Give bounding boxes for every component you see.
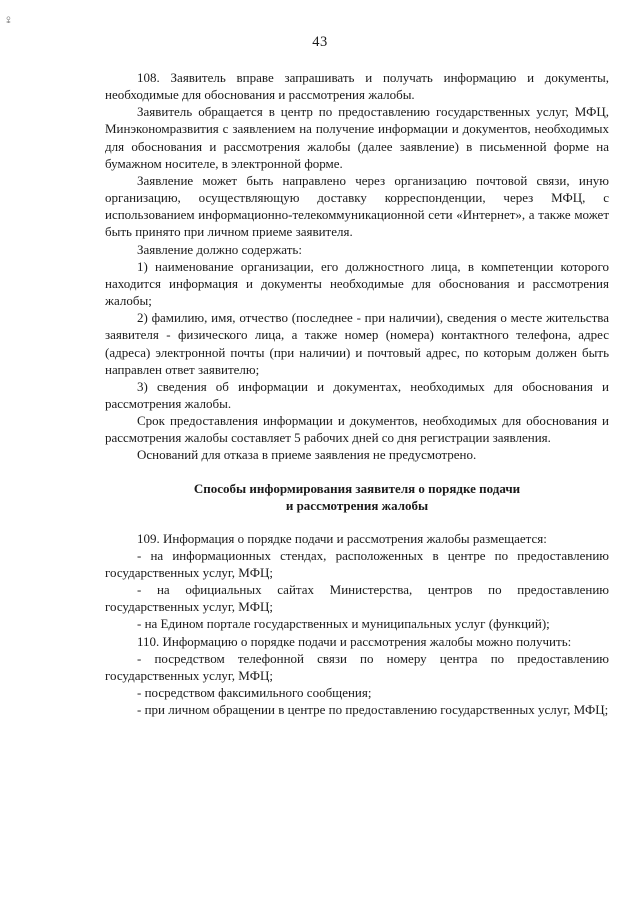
section-heading: Способы информирования заявителя о порядке подачи	[193, 480, 521, 496]
bullet-fax: - посредством факсимильного сообщения;	[137, 685, 372, 700]
spacer	[105, 464, 609, 480]
bullet-official-sites: - на официальных сайтах Министерства, центров по предоставлению государственных услуг, МФЦ;	[105, 582, 609, 615]
section-heading-line2: и рассмотрения жалобы	[285, 497, 429, 513]
bullet-unified-portal: - на Едином портале государственных и муниципальных услуг (функций);	[137, 616, 550, 632]
spacer	[105, 514, 609, 530]
paragraph-109: 109. Информация о порядке подачи и рассмотрения жалобы размещается:	[137, 530, 547, 546]
paragraph-application-channels: Заявление может быть направлено через организацию почтовой связи, иную организацию, осуществляющую доставку корреспонденции, через МФЦ, с использованием информационно-телекоммуникационной сети «Интернет», а также может быть принято при личном приеме заявителя.	[105, 172, 609, 240]
list-item-3: 3) сведения об информации и документах, необходимых для обоснования и рассмотрения жалобы.	[105, 378, 609, 411]
bullet-personal-visit: - при личном обращении в центре по предоставлению государственных услуг, МФЦ;	[137, 702, 609, 718]
list-item-1: 1) наименование организации, его должностного лица, в компетенции которого находится информация и документы необходимые для обоснования и рассмотрения жалобы;	[105, 258, 609, 309]
paragraph-108: 108. Заявитель вправе запрашивать и получать информацию и документы, необходимые для обоснования и рассмотрения жалобы.	[105, 70, 609, 103]
paragraph-application-contents-intro: Заявление должно содержать:	[137, 241, 302, 257]
paragraph-110: 110. Информацию о порядке подачи и рассмотрения жалобы можно получить:	[137, 633, 572, 649]
page-body	[105, 69, 609, 718]
bullet-phone: - посредством телефонной связи по номеру центра по предоставлению государственных услуг, МФЦ;	[105, 650, 609, 683]
margin-scan-mark: ꔍ	[6, 15, 11, 25]
paragraph-term: Срок предоставления информации и документов, необходимых для обоснования и рассмотрения жалобы составляет 5 рабочих дней со дня регистрации заявления.	[105, 413, 609, 446]
bullet-info-stands: - на информационных стендах, расположенных в центре по предоставлению государственных услуг, МФЦ;	[105, 547, 609, 580]
paragraph-application-submission: Заявитель обращается в центр по предоставлению государственных услуг, МФЦ, Минэкономразвития с заявлением на получение информации и документов, необходимых для обоснования и рассмотрения жалобы (далее заявление) в письменной форме на бумажном носителе, в электронной форме.	[105, 104, 609, 171]
paragraph-no-refusal: Оснований для отказа в приеме заявления не предусмотрено.	[137, 447, 477, 463]
list-item-2: 2) фамилию, имя, отчество (последнее - при наличии), сведения о месте жительства заявителя - физического лица, а также номер (номера) контактного телефона, адрес (адреса) электронной почты (при наличии) и почтовый адрес, по которым должен быть направлен ответ заявителю;	[105, 310, 609, 377]
page-number: 43	[312, 34, 328, 50]
